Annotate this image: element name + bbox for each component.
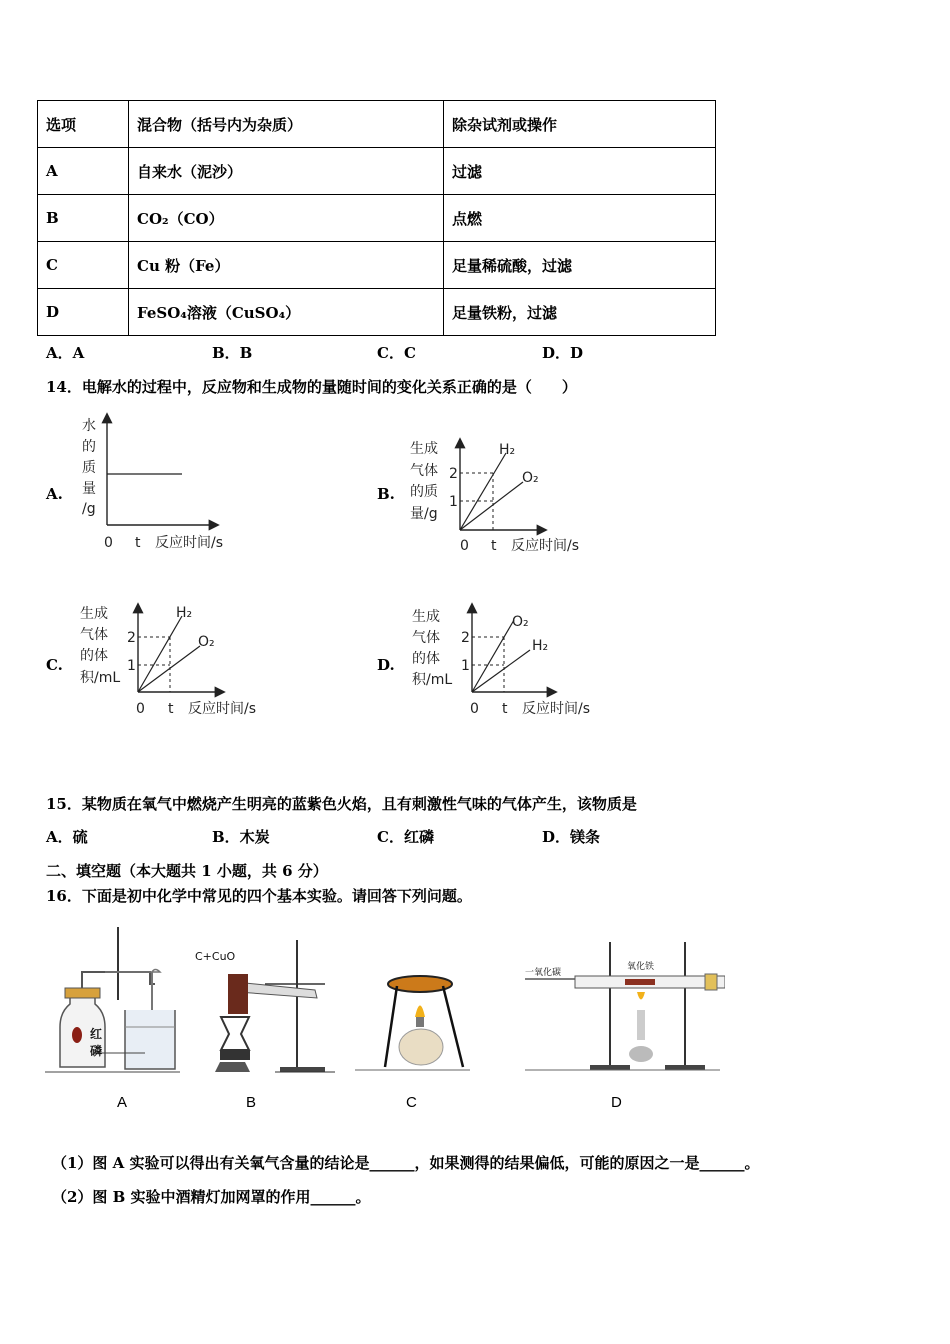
q16-text: 16．下面是初中化学中常见的四个基本实验。请回答下列问题。 xyxy=(46,887,472,905)
series-o2-line xyxy=(472,620,514,692)
y-tick-label: 2 xyxy=(461,630,470,646)
table-header: 选项 xyxy=(38,101,129,148)
table-header-row xyxy=(38,101,716,148)
graph-b xyxy=(405,435,605,560)
y-label: 量 xyxy=(82,481,96,497)
series-h2-line xyxy=(472,650,530,692)
t-tick-label: t xyxy=(168,701,174,717)
series-o2-line xyxy=(138,646,200,692)
q13-choice-a[interactable]: A．A xyxy=(46,344,85,362)
table-cell: Cu 粉（Fe） xyxy=(129,242,444,289)
y-label: 的质 xyxy=(410,484,438,500)
y-tick-label: 2 xyxy=(127,630,136,646)
y-tick-label: 1 xyxy=(449,494,458,510)
figure-c-apparatus xyxy=(355,976,470,1070)
origin-label: 0 xyxy=(104,535,113,551)
y-tick-label: 1 xyxy=(127,658,136,674)
q15-choice-d[interactable]: D．镁条 xyxy=(542,828,601,846)
q14-label-c[interactable]: C. xyxy=(46,656,63,674)
table-cell: 足量稀硫酸，过滤 xyxy=(444,242,716,289)
y-label: 水 xyxy=(82,418,96,434)
table-cell: B xyxy=(38,195,129,242)
q14-text: 14．电解水的过程中，反应物和生成物的量随时间的变化关系正确的是（ ） xyxy=(46,378,577,396)
q15-choice-c[interactable]: C．红磷 xyxy=(377,828,434,846)
y-tick-label: 1 xyxy=(461,658,470,674)
figure-b-label: C+CuO xyxy=(195,950,236,963)
y-label: 的 xyxy=(82,439,96,455)
table-cell: FeSO₄溶液（CuSO₄） xyxy=(129,289,444,336)
table-header: 混合物（括号内为杂质） xyxy=(129,101,444,148)
series-label-h2: H₂ xyxy=(499,442,516,458)
y-label: 质 xyxy=(82,460,96,476)
q14-label-d[interactable]: D. xyxy=(377,656,395,674)
series-label-o2: O₂ xyxy=(512,614,529,630)
y-label: 积/mL xyxy=(412,672,453,688)
table-row xyxy=(38,242,716,289)
experiment-figures xyxy=(45,922,725,1082)
table-header: 除杂试剂或操作 xyxy=(444,101,716,148)
figure-caption-b: B xyxy=(246,1094,257,1111)
figure-d-label: 氧化铁 xyxy=(627,962,655,972)
q15-text: 15．某物质在氧气中燃烧产生明亮的蓝紫色火焰，且有刺激性气味的气体产生，该物质是 xyxy=(46,795,637,813)
table-cell: 点燃 xyxy=(444,195,716,242)
y-label: 生成 xyxy=(412,609,440,625)
graph-d xyxy=(410,600,610,725)
y-label: 生成 xyxy=(410,441,438,457)
y-label: 气体 xyxy=(412,630,440,646)
y-label: 生成 xyxy=(80,606,108,622)
q13-choice-b[interactable]: B．B xyxy=(212,344,253,362)
series-label-h2: H₂ xyxy=(176,605,193,621)
y-label: 的体 xyxy=(412,651,440,667)
q14-label-a[interactable]: A. xyxy=(46,485,63,503)
figure-caption-a: A xyxy=(117,1094,128,1111)
table-row xyxy=(38,148,716,195)
figure-a-label: 磷 xyxy=(90,1044,103,1058)
q16-sub2: （2）图 B 实验中酒精灯加网罩的作用______。 xyxy=(52,1188,371,1206)
q13-choice-d[interactable]: D．D xyxy=(542,344,584,362)
series-h2-line xyxy=(138,616,182,692)
x-label: 反应时间/s xyxy=(155,535,224,551)
t-tick-label: t xyxy=(491,538,497,554)
figure-d-label: 一氧化碳 xyxy=(525,968,562,978)
graph-a xyxy=(70,410,260,560)
origin-label: 0 xyxy=(470,701,479,717)
series-h2-line xyxy=(460,453,506,530)
y-label: 气体 xyxy=(80,627,108,643)
origin-label: 0 xyxy=(136,701,145,717)
q15-choice-a[interactable]: A．硫 xyxy=(46,828,88,846)
y-label: 的体 xyxy=(80,648,108,664)
section-heading: 二、填空题（本大题共 1 小题，共 6 分） xyxy=(46,862,328,880)
q16-sub1: （1）图 A 实验可以得出有关氧气含量的结论是______，如果测得的结果偏低，可能的原因之一是______。 xyxy=(52,1154,760,1172)
q14-label-b[interactable]: B. xyxy=(377,485,395,503)
origin-label: 0 xyxy=(460,538,469,554)
q13-choice-c[interactable]: C．C xyxy=(377,344,416,362)
table-cell: 足量铁粉，过滤 xyxy=(444,289,716,336)
figure-a-label: 红 xyxy=(90,1027,103,1041)
q15-choice-b[interactable]: B．木炭 xyxy=(212,828,270,846)
table-cell: CO₂（CO） xyxy=(129,195,444,242)
table-row xyxy=(38,195,716,242)
table-row xyxy=(38,289,716,336)
y-label: 积/mL xyxy=(80,670,121,686)
t-tick-label: t xyxy=(502,701,508,717)
x-label: 反应时间/s xyxy=(511,538,580,554)
x-label: 反应时间/s xyxy=(188,701,257,717)
series-label-o2: O₂ xyxy=(198,634,215,650)
options-table xyxy=(37,100,716,336)
figure-a-apparatus xyxy=(45,927,180,1072)
table-cell: C xyxy=(38,242,129,289)
y-label: /g xyxy=(82,501,96,517)
table-cell: 过滤 xyxy=(444,148,716,195)
t-tick-label: t xyxy=(135,535,141,551)
figure-b-apparatus xyxy=(195,940,335,1072)
series-label-h2: H₂ xyxy=(532,638,549,654)
y-label: 气体 xyxy=(410,463,438,479)
figure-caption-c: C xyxy=(406,1094,417,1111)
y-label: 量/g xyxy=(410,506,438,522)
figure-caption-d: D xyxy=(611,1094,622,1111)
graph-c xyxy=(78,600,278,725)
series-label-o2: O₂ xyxy=(522,470,539,486)
figure-d-apparatus xyxy=(525,942,725,1070)
table-cell: A xyxy=(38,148,129,195)
series-o2-line xyxy=(460,482,523,530)
y-tick-label: 2 xyxy=(449,466,458,482)
x-label: 反应时间/s xyxy=(522,701,591,717)
table-cell: D xyxy=(38,289,129,336)
table-cell: 自来水（泥沙） xyxy=(129,148,444,195)
